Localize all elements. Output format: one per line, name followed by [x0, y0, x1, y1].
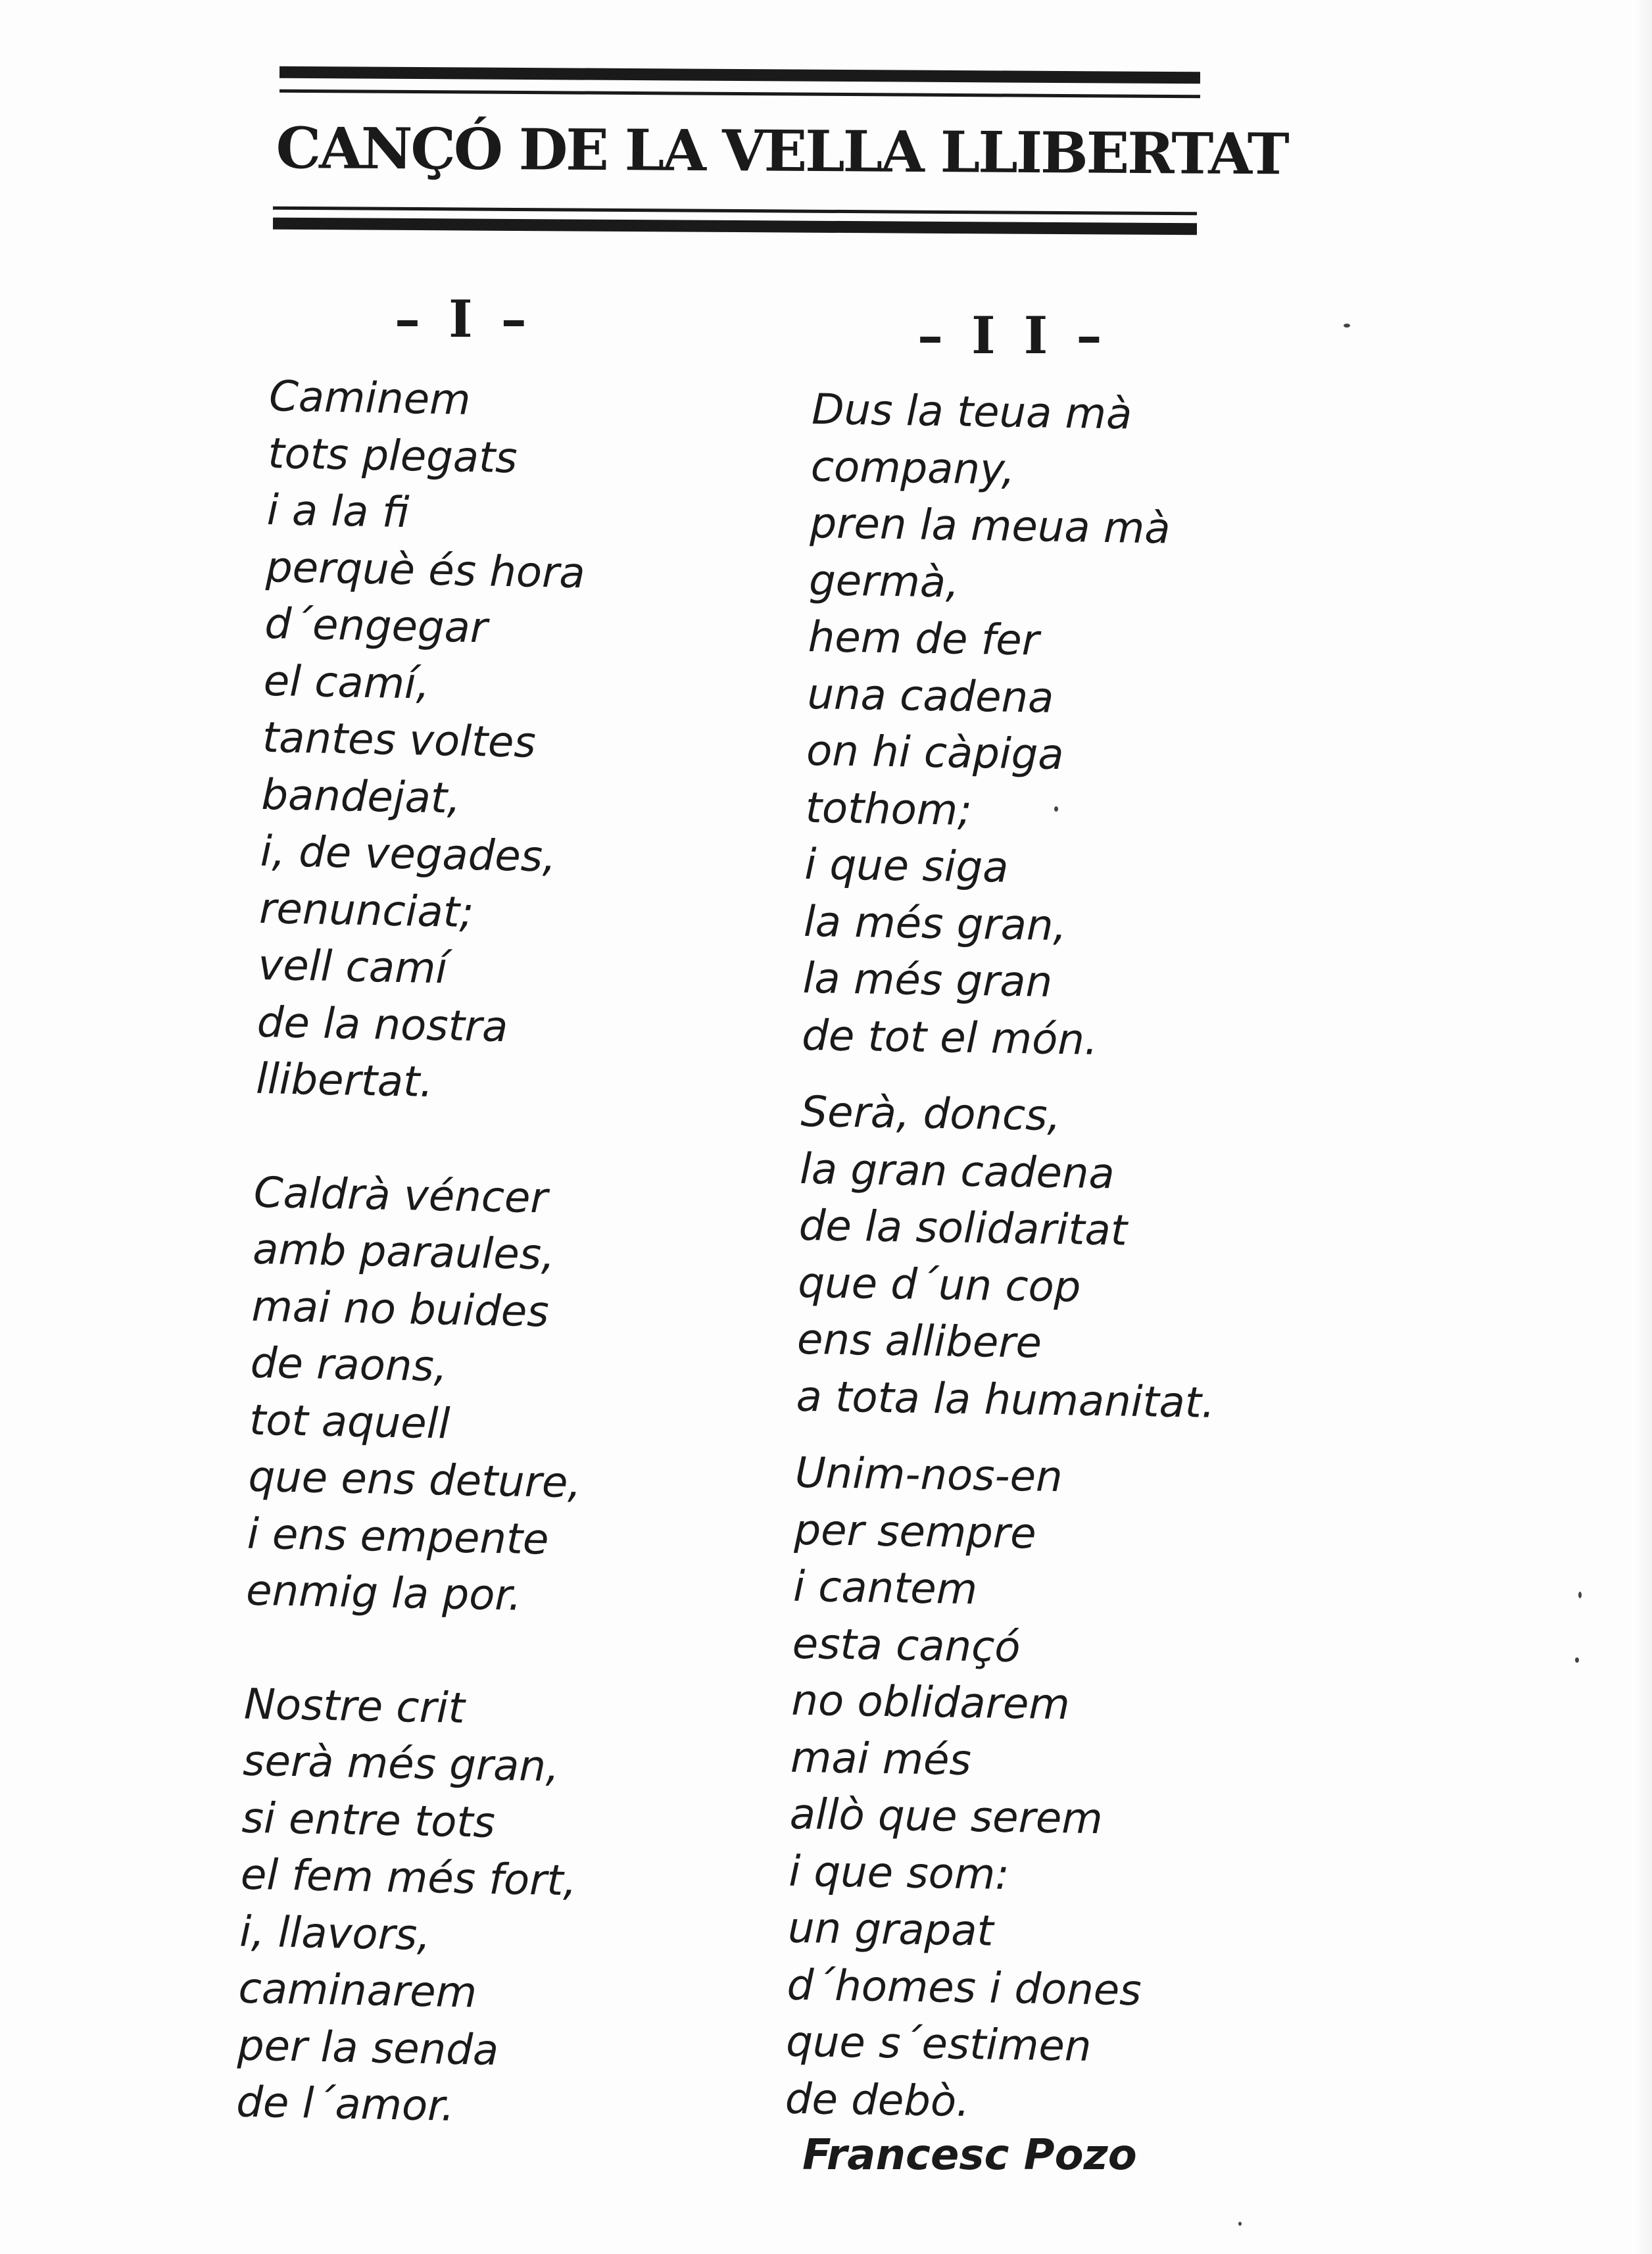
stanza [796, 1084, 1220, 1432]
verse-line: allò que serem [789, 1790, 1104, 1844]
verse-line: Nostre crit [243, 1680, 466, 1733]
stanza [236, 1676, 581, 2138]
verse-line: el fem més fort, [240, 1850, 577, 1906]
verse-line: llibertat. [255, 1054, 434, 1107]
verse-line: i, de vegades, [260, 827, 557, 882]
verse-line: i, llavors, [239, 1907, 431, 1960]
author-signature: Francesc Pozo [802, 2131, 1137, 2180]
stanza [802, 381, 1231, 1071]
verse-line: que d´un cop [797, 1258, 1081, 1312]
verse-line: i ens empente [247, 1509, 550, 1564]
verse-line: Caldrà véncer [253, 1168, 548, 1223]
verse-line: vell camí [257, 941, 448, 994]
verse-line: germà, [808, 556, 960, 608]
verse-line: esta cançó [792, 1619, 1021, 1672]
verse-line: la gran cadena [799, 1144, 1115, 1198]
verse-line: d´engegar [264, 599, 488, 653]
verse-line: Unim-nos-en [794, 1448, 1063, 1502]
verse-line: i a la fi [266, 485, 410, 538]
verse-line: perquè és hora [265, 543, 586, 598]
verse-line: enmig la por. [245, 1566, 522, 1621]
stanza [245, 1164, 590, 1626]
verse-line: amb paraules, [252, 1225, 556, 1280]
verse-line: d´homes i dones [787, 1961, 1142, 2015]
verse-line: tots plegats [267, 429, 518, 483]
verse-line: bandejat, [260, 770, 462, 823]
section-1-label: – I – [395, 289, 532, 349]
verse-line: de raons, [250, 1338, 448, 1392]
poem-title: CANÇÓ DE LA VELLA LLIBERTAT [276, 115, 1288, 188]
verse-line: pren la meua mà [810, 499, 1171, 554]
verse-line: per sempre [793, 1506, 1037, 1559]
scan-speck [1238, 2222, 1242, 2226]
verse-line: i que som: [788, 1847, 1010, 1899]
verse-line: el camí, [263, 656, 430, 709]
scan-speck [1054, 806, 1058, 812]
verse-line: tothom; [805, 783, 973, 835]
verse-line: un grapat [787, 1903, 994, 1956]
verse-line: a tota la humanitat. [796, 1372, 1215, 1428]
section-2-label: – I I – [917, 306, 1107, 366]
scan-speck [1575, 1657, 1579, 1663]
verse-line: la més gran, [803, 897, 1067, 950]
verse-line: mai no buides [251, 1282, 550, 1336]
verse-line: si entre tots [241, 1794, 496, 1848]
header-rule-bottom-thin [273, 207, 1197, 216]
verse-line: Caminem [268, 372, 472, 425]
scan-edge-shadow [1632, 0, 1652, 2254]
verse-line: serà més gran, [242, 1736, 560, 1792]
verse-line: hem de fer [808, 612, 1040, 666]
verse-line: no oblidarem [790, 1676, 1071, 1730]
verse-line: de tot el món. [801, 1011, 1098, 1065]
verse-line: per la senda [237, 2021, 499, 2075]
stanza [785, 1445, 1214, 2134]
scan-speck [1344, 324, 1350, 328]
verse-line: company, [810, 442, 1015, 495]
verse-line: Dus la teua mà [811, 385, 1132, 439]
verse-line: renunciat; [258, 884, 475, 937]
header-rule-top-thin [279, 89, 1200, 99]
verse-line: de debò. [785, 2074, 970, 2126]
verse-line: que s´estimen [785, 2017, 1092, 2071]
verse-line: la més gran [802, 954, 1053, 1007]
verse-line: tot aquell [249, 1396, 450, 1449]
poem-column-1 [236, 368, 606, 2138]
verse-line: on hi càpiga [806, 726, 1065, 780]
verse-line: de l´amor. [235, 2078, 455, 2131]
verse-line: caminarem [237, 1964, 477, 2018]
header-rule-top-thick [279, 66, 1200, 84]
verse-line: mai més [790, 1733, 972, 1785]
header-rule-bottom-thick [273, 218, 1197, 235]
verse-line: ens allibere [796, 1315, 1042, 1368]
verse-line: de la nostra [256, 998, 508, 1052]
verse-line: de la solidaritat [798, 1201, 1128, 1256]
verse-line: una cadena [806, 670, 1054, 723]
verse-line: i que siga [804, 840, 1009, 893]
verse-line: tantes voltes [262, 713, 537, 768]
scan-speck [1578, 1592, 1582, 1598]
stanza [255, 368, 605, 1114]
verse-line: i cantem [792, 1562, 978, 1615]
verse-line: Serà, doncs, [800, 1087, 1061, 1141]
verse-line: que ens deture, [247, 1452, 582, 1508]
poem-column-2 [785, 381, 1230, 2134]
